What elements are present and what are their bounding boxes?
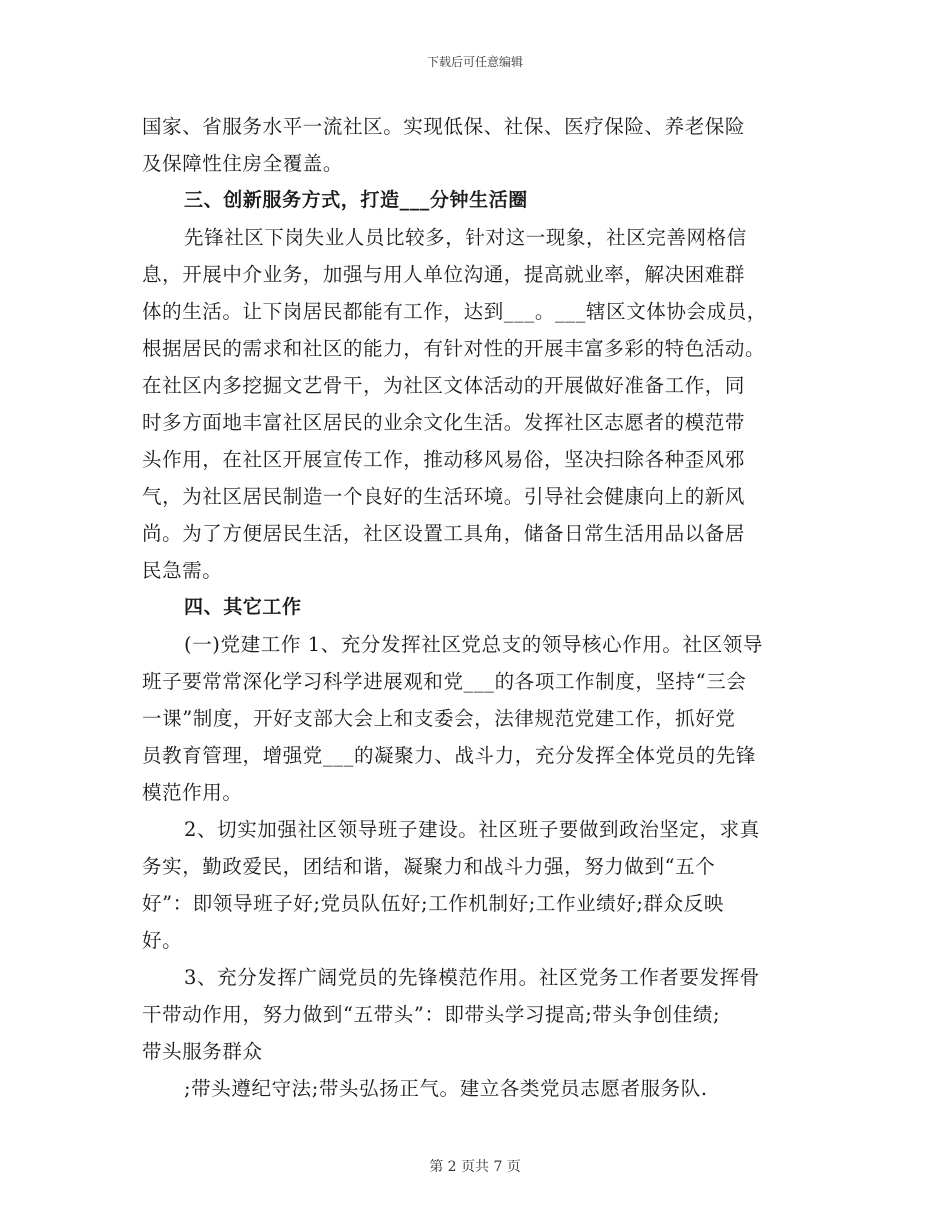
paragraph-line: (一)党建工作 1、充分发挥社区党总支的领导核心作用。社区领导 bbox=[184, 633, 763, 656]
paragraph-line: 头作用，在社区开展宣传工作，推动移风易俗，坚决扫除各种歪风邪 bbox=[142, 448, 746, 471]
paragraph-line: 一课”制度，开好支部大会上和支委会，法律规范党建工作，抓好党 bbox=[142, 707, 736, 730]
paragraph-line: 好。 bbox=[142, 929, 183, 952]
paragraph-line: 及保障性住房全覆盖。 bbox=[142, 152, 344, 175]
document-body bbox=[142, 108, 808, 1107]
paragraph-line: 根据居民的需求和社区的能力，有针对性的开展丰富多彩的特色活动。 bbox=[142, 337, 766, 360]
paragraph-line: 2、切实加强社区领导班子建设。社区班子要做到政治坚定，求真 bbox=[184, 818, 760, 841]
page-number: 第 2 页共 7 页 bbox=[429, 1159, 521, 1175]
paragraph-line: 息，开展中介业务，加强与用人单位沟通，提高就业率，解决困难群 bbox=[142, 263, 746, 286]
paragraph-line: 带头服务群众 bbox=[142, 1040, 263, 1063]
paragraph-line: 民急需。 bbox=[142, 559, 223, 582]
paragraph-line: 体的生活。让下岗居民都能有工作，达到___。___辖区文体协会成员， bbox=[142, 300, 767, 323]
paragraph-line: 3、充分发挥广阔党员的先锋模范作用。社区党务工作者要发挥骨 bbox=[184, 966, 760, 989]
paragraph-line: 尚。为了方便居民生活，社区设置工具角，储备日常生活用品以备居 bbox=[142, 522, 746, 545]
paragraph-line: 先锋社区下岗失业人员比较多，针对这一现象，社区完善网格信 bbox=[184, 226, 747, 249]
paragraph-line: ;带头遵纪守法;带头弘扬正气。建立各类党员志愿者服务队. bbox=[184, 1077, 708, 1100]
paragraph-line: 模范作用。 bbox=[142, 781, 243, 804]
paragraph-line: 务实，勤政爱民，团结和谐，凝聚力和战斗力强，努力做到“五个 bbox=[142, 855, 716, 878]
paragraph-line: 干带动作用，努力做到“五带头”：即带头学习提高;带头争创佳绩; bbox=[142, 1003, 721, 1026]
section-heading: 四、其它工作 bbox=[184, 596, 302, 618]
paragraph-line: 气，为社区居民制造一个良好的生活环境。引导社会健康向上的新风 bbox=[142, 485, 746, 508]
page-header-note: 下载后可任意编辑 bbox=[426, 55, 523, 69]
paragraph-line: 在社区内多挖掘文艺骨干，为社区文体活动的开展做好准备工作，同 bbox=[142, 374, 746, 397]
paragraph-line: 时多方面地丰富社区居民的业余文化生活。发挥社区志愿者的模范带 bbox=[142, 411, 746, 434]
section-heading: 三、创新服务方式，打造___分钟生活圈 bbox=[184, 189, 528, 211]
paragraph-line: 班子要常常深化学习科学进展观和党___的各项工作制度，坚持“三会 bbox=[142, 670, 747, 693]
paragraph-line: 国家、省服务水平一流社区。实现低保、社保、医疗保险、养老保险 bbox=[142, 115, 746, 138]
paragraph-line: 好”：即领导班子好;党员队伍好;工作机制好;工作业绩好;群众反映 bbox=[142, 892, 724, 915]
paragraph-line: 员教育管理，增强党___的凝聚力、战斗力，充分发挥全体党员的先锋 bbox=[142, 744, 756, 767]
